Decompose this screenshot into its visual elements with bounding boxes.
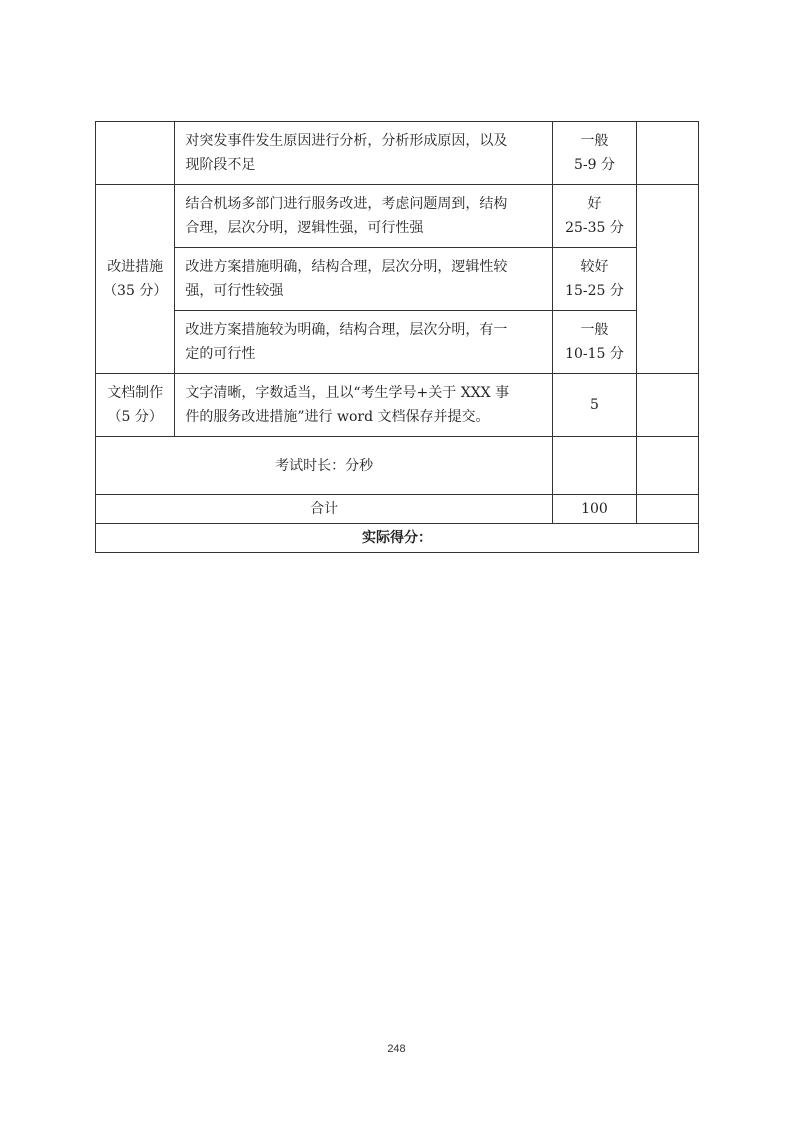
score-cell [553, 437, 636, 495]
page-number: 248 [387, 1043, 406, 1055]
category-cell-document [96, 374, 175, 437]
description-line: 合理，层次分明，逻辑性强，可行性强 [185, 220, 424, 236]
total-label: 合计 [96, 495, 553, 524]
score-level: 好 [587, 196, 602, 212]
table-row [96, 495, 699, 524]
description-line: 件的服务改进措施”进行 word 文档保存并提交。 [185, 409, 490, 425]
description-cell [175, 185, 553, 248]
description-line: 定的可行性 [185, 346, 256, 362]
score-cell [553, 185, 636, 248]
scoring-table [95, 121, 699, 553]
actual-score-cell [636, 122, 698, 185]
description-cell [175, 311, 553, 374]
table-row [96, 524, 699, 553]
score-cell: 5 [553, 374, 636, 437]
description-line: 强，可行性较强 [185, 283, 284, 299]
score-range: 5-9 分 [573, 157, 615, 173]
description-line: 改进方案措施明确，结构合理，层次分明，逻辑性较 [185, 259, 508, 275]
category-cell [96, 122, 175, 185]
category-points: （35 分） [103, 283, 168, 299]
actual-score-cell [636, 185, 698, 374]
score-level: 一般 [580, 133, 609, 149]
table-row [96, 185, 699, 248]
description-cell [175, 122, 553, 185]
category-cell-improvement [96, 185, 175, 374]
description-line: 文字清晰，字数适当，且以“考生学号+关于 XXX 事 [185, 385, 510, 401]
score-range: 10-15 分 [565, 346, 624, 362]
description-line: 结合机场多部门进行服务改进，考虑问题周到，结构 [185, 196, 508, 212]
actual-score-label: 实际得分： [96, 524, 699, 553]
score-level: 较好 [580, 259, 609, 275]
score-cell [553, 248, 636, 311]
description-cell [175, 374, 553, 437]
description-line: 现阶段不足 [185, 157, 256, 173]
category-title: 改进措施 [107, 259, 164, 275]
total-score: 100 [553, 495, 636, 524]
score-level: 一般 [580, 322, 609, 338]
score-cell [553, 122, 636, 185]
table-row [96, 248, 699, 311]
table-row [96, 122, 699, 185]
actual-score-cell [636, 437, 698, 495]
table-row [96, 437, 699, 495]
actual-score-cell [636, 374, 698, 437]
score-range: 25-35 分 [565, 220, 624, 236]
actual-score-cell [636, 495, 698, 524]
table-row [96, 374, 699, 437]
category-points: （5 分） [107, 409, 163, 425]
description-line: 改进方案措施较为明确，结构合理，层次分明，有一 [185, 322, 508, 338]
description-cell [175, 248, 553, 311]
table-row [96, 311, 699, 374]
exam-time-cell: 考试时长：分秒 [96, 437, 553, 495]
score-range: 15-25 分 [565, 283, 624, 299]
score-cell [553, 311, 636, 374]
description-line: 对突发事件发生原因进行分析，分析形成原因，以及 [185, 133, 508, 149]
category-title: 文档制作 [107, 385, 164, 401]
